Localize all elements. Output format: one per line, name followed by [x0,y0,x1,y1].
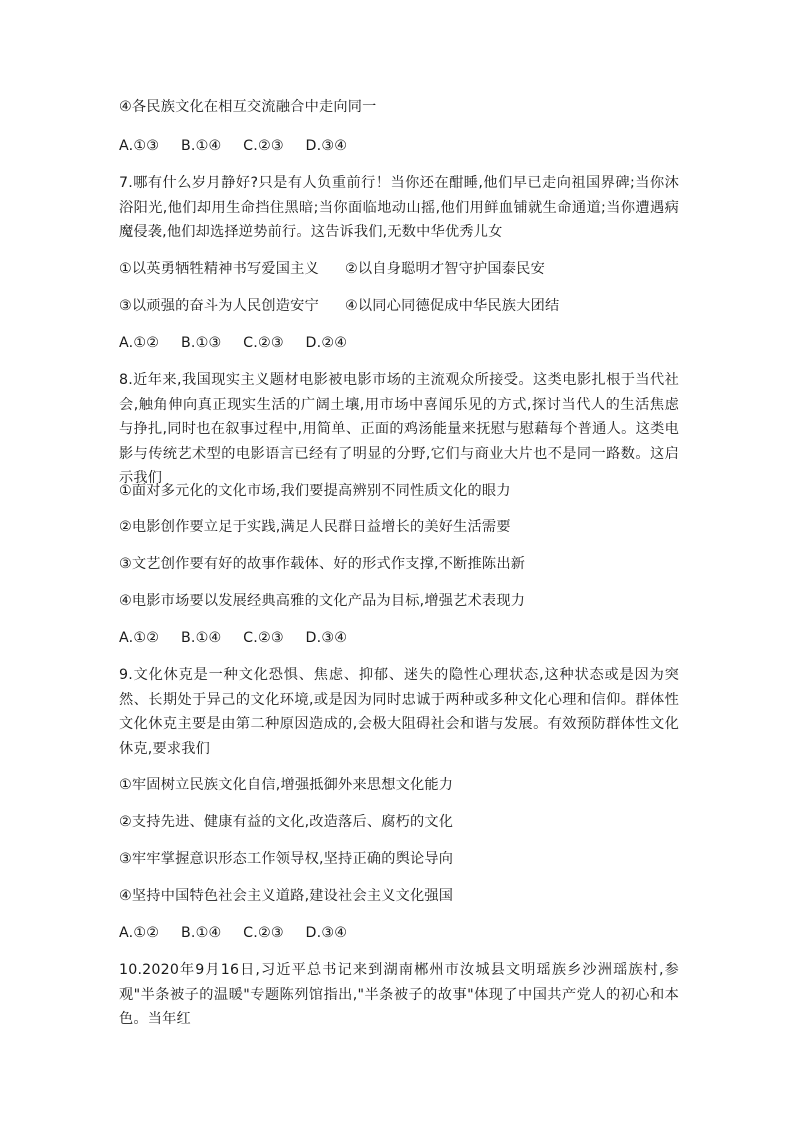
q9-statement-1: ①牢固树立民族文化自信,增强抵御外来思想文化能力 [119,777,454,793]
option-a[interactable]: A.①② [119,925,160,941]
q7-stem: 7.哪有什么岁月静好?只是有人负重前行！当你还在酣睡,他们早已走向祖国界碑;当你沐浴阳光,他们却用生命挡住黑暗;当你面临地动山摇,他们用鲜血铺就生命通道;当你遭遇病魔侵袭,他们却选择逆势前行。这告诉我们,无数中华优秀儿女 [119,175,679,241]
q7-statement-3: ③以顽强的奋斗为人民创造安宁 [119,298,319,314]
option-a[interactable]: A.①② [119,335,160,351]
option-c[interactable]: C.②③ [243,138,284,154]
option-b[interactable]: B.①④ [180,925,222,941]
option-a[interactable]: A.①② [119,630,160,646]
q7-statement-2: ②以自身聪明才智守护国泰民安 [345,261,545,277]
q9-statement-2: ②支持先进、健康有益的文化,改造落后、腐朽的文化 [119,814,454,830]
q8-statement-3: ③文艺创作要有好的故事作载体、好的形式作支撑,不断推陈出新 [119,556,526,572]
option-b[interactable]: B.①④ [180,138,222,154]
q8-statement-1: ①面对多元化的文化市场,我们要提高辨别不同性质文化的眼力 [119,483,511,499]
q9-statement-4: ④坚持中国特色社会主义道路,建设社会主义文化强国 [119,888,454,904]
q10-stem: 10.2020年9月16日,习近平总书记来到湖南郴州市汝城县文明瑶族乡沙洲瑶族村,参观"半条被子的温暖"专题陈列馆指出,"半条被子的故事"体现了中国共产党人的初心和本色。当年红 [119,962,679,1028]
option-b[interactable]: B.①④ [180,630,222,646]
q7-statement-1: ①以英勇牺牲精神书写爱国主义 [119,261,319,277]
option-c[interactable]: C.②③ [243,630,284,646]
option-b[interactable]: B.①③ [180,335,222,351]
q8-statement-4: ④电影市场要以发展经典高雅的文化产品为目标,增强艺术表现力 [119,593,526,609]
q8-statement-2: ②电影创作要立足于实践,满足人民群日益增长的美好生活需要 [119,519,511,535]
option-c[interactable]: C.②③ [243,925,284,941]
q8-stem: 8.近年来,我国现实主义题材电影被电影市场的主流观众所接受。这类电影扎根于当代社会,触角伸向真正现实生活的广阔土壤,用市场中喜闻乐见的方式,探讨当代人的生活焦虑与挣扎,同时也在叙事过程中,用简单、正面的鸡汤能量来抚慰与慰藉每个普通人。这类电影与传统艺术型的电影语言已经有了明显的分野,它们与商业大片也不是同一路数。这启示我们 [119,372,679,487]
q9-stem: 9.文化休克是一种文化恐惧、焦虑、抑郁、迷失的隐性心理状态,这种状态或是因为突然、长期处于异己的文化环境,或是因为同时忠诚于两种或多种文化心理和信仰。群体性文化休克主要是由第二种原因造成的,会极大阻碍社会和谐与发展。有效预防群体性文化休克,要求我们 [119,667,679,757]
option-c[interactable]: C.②③ [243,335,284,351]
option-a[interactable]: A.①③ [119,138,160,154]
option-d[interactable]: D.②④ [305,335,348,351]
prev-answer-options [119,135,347,157]
q7-statements-3-4 [119,295,559,317]
q8-answer-options [119,627,347,649]
option-d[interactable]: D.③④ [305,925,348,941]
option-d[interactable]: D.③④ [305,630,348,646]
prev-statement-4: ④各民族文化在相互交流融合中走向同一 [119,99,377,115]
q9-statement-3: ③牢牢掌握意识形态工作领导权,坚持正确的舆论导向 [119,851,454,867]
q7-statement-4: ④以同心同德促成中华民族大团结 [345,298,560,314]
q7-answer-options [119,332,347,354]
option-d[interactable]: D.③④ [305,138,348,154]
q7-statements-1-2 [119,258,545,280]
q9-answer-options [119,922,347,944]
